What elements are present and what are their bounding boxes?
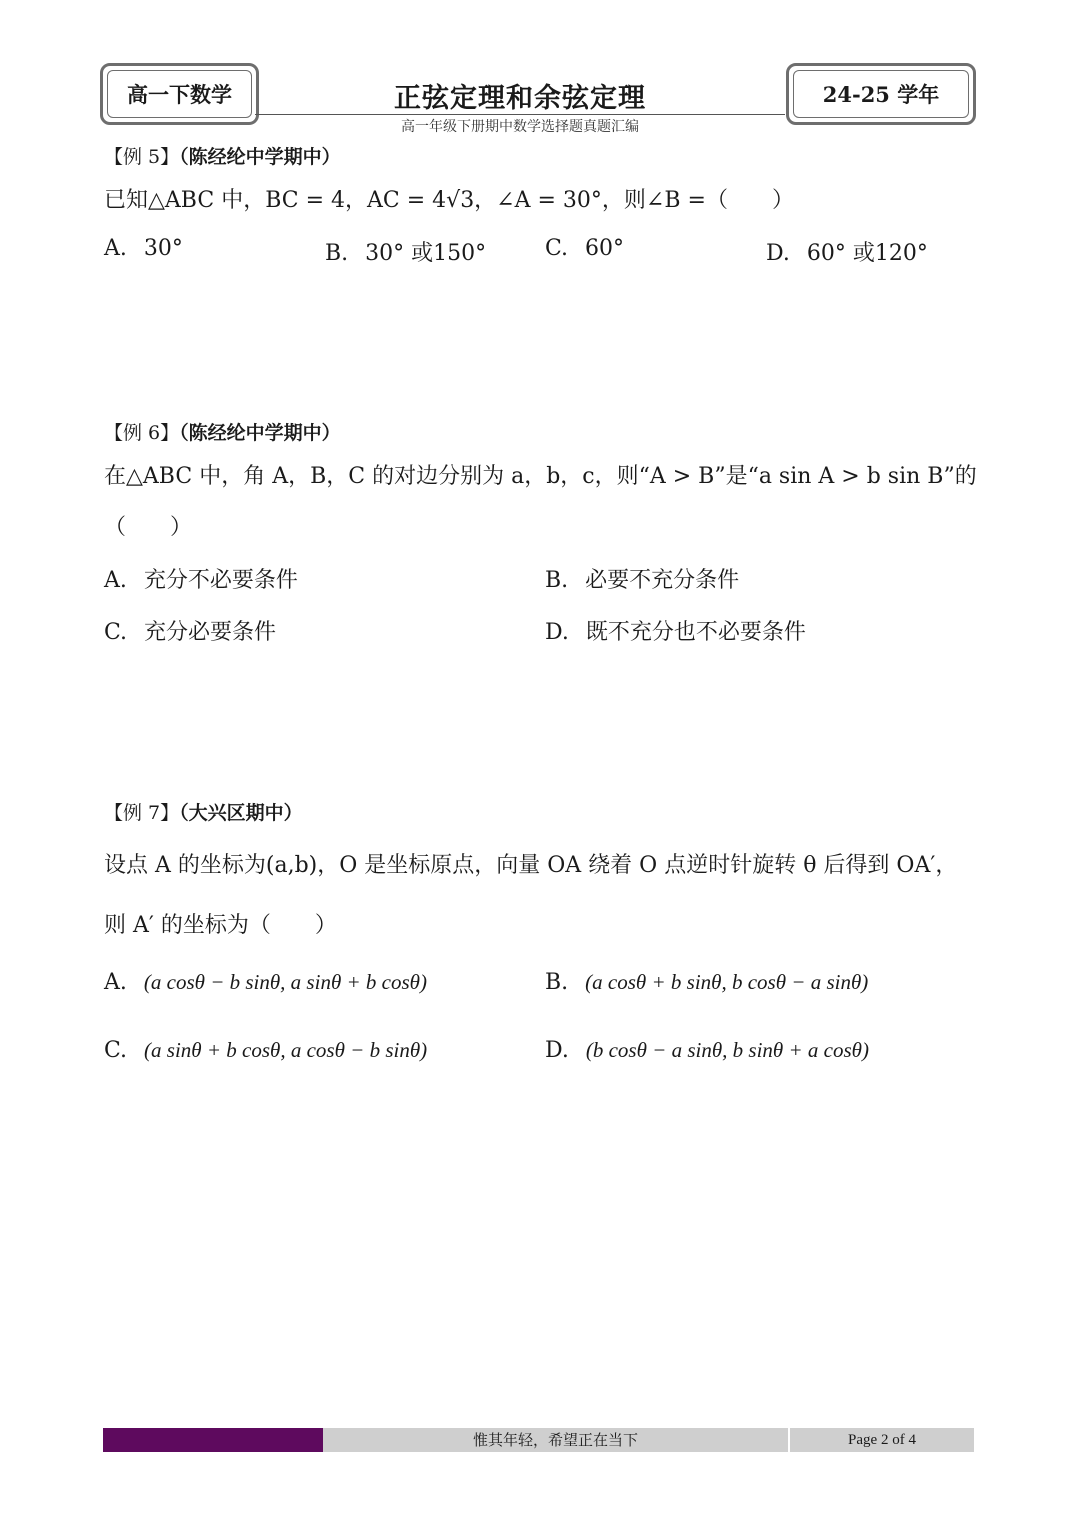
page-title: 正弦定理和余弦定理 [394, 83, 646, 114]
example-7-option-b [545, 970, 868, 995]
example-5-option-b [325, 236, 486, 267]
option-letter: C. [545, 236, 569, 261]
example-5-stem: 已知△ABC 中，BC = 4，AC = 4√3，∠A = 30°，则∠B =（ ） [104, 188, 794, 213]
option-letter: A. [104, 236, 127, 261]
example-6-source: （陈经纶中学期中） [179, 422, 341, 444]
example-5-option-d [766, 236, 928, 267]
example-5-header [104, 142, 341, 169]
page-number: Page 2 of 4 [848, 1432, 916, 1448]
year-tag-label: 24-25 学年 [793, 70, 969, 118]
subject-tag [100, 63, 259, 125]
example-6-header [104, 418, 341, 445]
example-6-stem-cont: （ ） [104, 515, 193, 540]
example-7-source: （大兴区期中） [179, 802, 303, 824]
option-text: 充分不必要条件 [143, 568, 298, 593]
footer-motto: 惟其年轻，希望正在当下 [472, 1431, 638, 1449]
option-letter: D. [766, 241, 790, 266]
example-5-label: 【例 5】 [104, 146, 180, 168]
example-5-source: （陈经纶中学期中） [179, 146, 341, 168]
example-7-option-a [104, 970, 427, 995]
example-7-stem: 设点 A 的坐标为(a,b)，O 是坐标原点，向量 OA 绕着 O 点逆时针旋转 θ 后得到 OA′， [104, 853, 958, 878]
option-letter: B. [325, 241, 349, 266]
option-text: (a cosθ + b sinθ, b cosθ − a sinθ) [585, 970, 869, 994]
title-underline [255, 114, 785, 115]
example-6-stem: 在△ABC 中，角 A，B，C 的对边分别为 a，b，c，则“A > B”是“a sin A > b sin B”的 [104, 464, 977, 489]
option-letter: C. [104, 620, 128, 645]
option-letter: A. [104, 970, 127, 995]
option-letter: D. [545, 1038, 569, 1063]
subject-tag-label: 高一下数学 [107, 70, 252, 118]
option-text: 30° 或150° [365, 241, 487, 266]
option-letter: D. [545, 620, 569, 645]
option-letter: B. [545, 568, 569, 593]
option-text: 60° [585, 236, 625, 261]
example-7-option-d [545, 1038, 869, 1063]
example-5-option-c [545, 236, 624, 261]
option-text: 必要不充分条件 [585, 568, 740, 593]
example-6-option-c [104, 615, 276, 646]
option-letter: C. [104, 1038, 128, 1063]
example-6-option-b [545, 563, 739, 594]
footer-accent-bar [103, 1428, 323, 1452]
option-text: 60° 或120° [806, 241, 928, 266]
example-5-option-a [104, 236, 183, 261]
option-text: 30° [143, 236, 183, 261]
year-tag [786, 63, 976, 125]
option-text: 充分必要条件 [144, 620, 277, 645]
option-text: (a cosθ − b sinθ, a sinθ + b cosθ) [143, 970, 427, 994]
option-letter: B. [545, 970, 569, 995]
example-6-option-a [104, 563, 298, 594]
example-7-label: 【例 7】 [104, 802, 180, 824]
option-text: (b cosθ − a sinθ, b sinθ + a cosθ) [585, 1038, 869, 1062]
example-6-option-d [545, 615, 806, 646]
example-6-label: 【例 6】 [104, 422, 180, 444]
option-letter: A. [104, 568, 127, 593]
option-text: (a sinθ + b cosθ, a cosθ − b sinθ) [144, 1038, 428, 1062]
page-subtitle: 高一年级下册期中数学选择题真题汇编 [401, 119, 639, 135]
option-text: 既不充分也不必要条件 [585, 620, 806, 645]
example-7-header [104, 798, 303, 825]
example-7-stem-cont: 则 A′ 的坐标为（ ） [104, 913, 337, 938]
example-7-option-c [104, 1038, 427, 1063]
